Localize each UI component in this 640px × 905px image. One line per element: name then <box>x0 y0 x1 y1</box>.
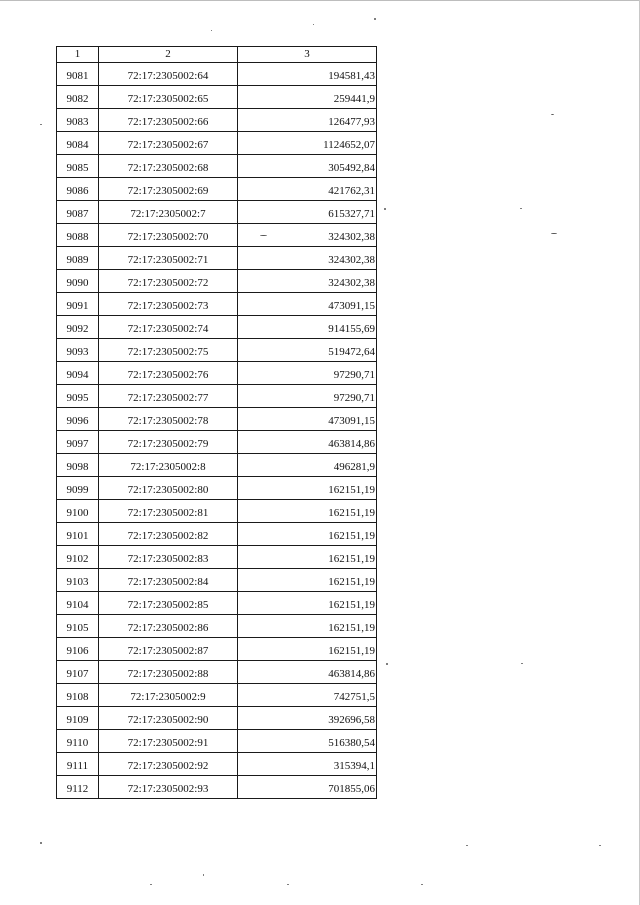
cadastral-number-cell: 72:17:2305002:70 <box>99 224 238 247</box>
scan-speck <box>386 663 388 665</box>
row-number-cell: 9103 <box>57 569 99 592</box>
cadastral-value-cell: 162151,19 <box>238 546 377 569</box>
cadastral-number-cell: 72:17:2305002:77 <box>99 385 238 408</box>
table-header-row <box>57 47 377 63</box>
row-number-cell: 9088 <box>57 224 99 247</box>
cadastral-number-cell: 72:17:2305002:76 <box>99 362 238 385</box>
cadastral-value-cell: 473091,15 <box>238 293 377 316</box>
cadastral-number-cell: 72:17:2305002:65 <box>99 86 238 109</box>
table-row <box>57 316 377 339</box>
table-row <box>57 293 377 316</box>
table-row <box>57 684 377 707</box>
cadastral-number-cell: 72:17:2305002:83 <box>99 546 238 569</box>
scan-speck <box>421 884 423 885</box>
table-row <box>57 109 377 132</box>
cadastral-value-cell: 162151,19 <box>238 477 377 500</box>
cadastral-value-cell: 162151,19 <box>238 638 377 661</box>
cadastral-value-cell: 162151,19 <box>238 569 377 592</box>
table-row <box>57 247 377 270</box>
cadastral-number-cell: 72:17:2305002:66 <box>99 109 238 132</box>
row-number-cell: 9084 <box>57 132 99 155</box>
cadastral-value-cell: 473091,15 <box>238 408 377 431</box>
table-row <box>57 615 377 638</box>
cadastral-value-table <box>56 46 377 799</box>
table-row <box>57 178 377 201</box>
table-row <box>57 730 377 753</box>
cadastral-number-cell: 72:17:2305002:68 <box>99 155 238 178</box>
row-number-cell: 9100 <box>57 500 99 523</box>
cadastral-number-cell: 72:17:2305002:84 <box>99 569 238 592</box>
table-row <box>57 569 377 592</box>
scan-speck <box>521 663 523 664</box>
scan-edge-top <box>0 0 640 1</box>
row-number-cell: 9083 <box>57 109 99 132</box>
column-header-value: 3 <box>238 47 377 63</box>
table-row <box>57 339 377 362</box>
row-number-cell: 9110 <box>57 730 99 753</box>
row-number-cell: 9105 <box>57 615 99 638</box>
cadastral-number-cell: 72:17:2305002:8 <box>99 454 238 477</box>
scan-speck <box>384 208 386 210</box>
row-number-cell: 9087 <box>57 201 99 224</box>
table-row <box>57 707 377 730</box>
scan-speck <box>551 233 557 234</box>
scan-speck <box>520 208 522 209</box>
table-row <box>57 408 377 431</box>
cadastral-value-cell: 305492,84 <box>238 155 377 178</box>
cadastral-value-cell: 742751,5 <box>238 684 377 707</box>
row-number-cell: 9107 <box>57 661 99 684</box>
row-number-cell: 9099 <box>57 477 99 500</box>
cadastral-number-cell: 72:17:2305002:90 <box>99 707 238 730</box>
cadastral-number-cell: 72:17:2305002:9 <box>99 684 238 707</box>
scan-speck <box>313 24 314 25</box>
row-number-cell: 9104 <box>57 592 99 615</box>
cadastral-value-cell: 162151,19 <box>238 592 377 615</box>
cadastral-value-cell: 615327,71 <box>238 201 377 224</box>
row-number-cell: 9085 <box>57 155 99 178</box>
table-row <box>57 776 377 799</box>
scan-speck <box>551 114 554 115</box>
scan-speck <box>466 845 468 846</box>
table-row <box>57 523 377 546</box>
row-number-cell: 9093 <box>57 339 99 362</box>
table-row <box>57 362 377 385</box>
table-row <box>57 454 377 477</box>
table-row <box>57 86 377 109</box>
table-row <box>57 753 377 776</box>
row-number-cell: 9096 <box>57 408 99 431</box>
row-number-cell: 9097 <box>57 431 99 454</box>
table-row <box>57 638 377 661</box>
table-row <box>57 201 377 224</box>
cadastral-number-cell: 72:17:2305002:91 <box>99 730 238 753</box>
cadastral-value-cell: 324302,38 <box>238 270 377 293</box>
scan-speck <box>287 884 289 885</box>
cadastral-number-cell: 72:17:2305002:93 <box>99 776 238 799</box>
row-number-cell: 9081 <box>57 63 99 86</box>
table-row <box>57 270 377 293</box>
cadastral-value-cell: 162151,19 <box>238 615 377 638</box>
cadastral-value-cell: 97290,71 <box>238 362 377 385</box>
row-number-cell: 9098 <box>57 454 99 477</box>
table-row <box>57 500 377 523</box>
row-number-cell: 9102 <box>57 546 99 569</box>
row-number-cell: 9090 <box>57 270 99 293</box>
scan-speck <box>40 842 42 844</box>
column-header-number: 1 <box>57 47 99 63</box>
table-row <box>57 224 377 247</box>
table-row <box>57 431 377 454</box>
scan-speck <box>211 30 212 31</box>
cadastral-number-cell: 72:17:2305002:7 <box>99 201 238 224</box>
scan-speck <box>374 18 376 20</box>
cadastral-value-cell: 324302,38 <box>238 247 377 270</box>
table-row <box>57 661 377 684</box>
row-number-cell: 9106 <box>57 638 99 661</box>
table-row <box>57 477 377 500</box>
table-row <box>57 132 377 155</box>
cadastral-number-cell: 72:17:2305002:71 <box>99 247 238 270</box>
cadastral-number-cell: 72:17:2305002:92 <box>99 753 238 776</box>
cadastral-value-cell: 496281,9 <box>238 454 377 477</box>
table-row <box>57 385 377 408</box>
cadastral-number-cell: 72:17:2305002:78 <box>99 408 238 431</box>
table-row <box>57 546 377 569</box>
table-row <box>57 592 377 615</box>
table-row <box>57 63 377 86</box>
row-number-cell: 9089 <box>57 247 99 270</box>
cadastral-value-cell: 463814,86 <box>238 431 377 454</box>
scan-speck <box>599 845 601 846</box>
cadastral-value-cell: 259441,9 <box>238 86 377 109</box>
cadastral-value-cell: 392696,58 <box>238 707 377 730</box>
cadastral-value-cell: 97290,71 <box>238 385 377 408</box>
row-number-cell: 9091 <box>57 293 99 316</box>
row-number-cell: 9095 <box>57 385 99 408</box>
row-number-cell: 9101 <box>57 523 99 546</box>
cadastral-value-cell: 162151,19 <box>238 523 377 546</box>
scan-speck <box>260 235 267 236</box>
column-header-cadastral-number: 2 <box>99 47 238 63</box>
row-number-cell: 9112 <box>57 776 99 799</box>
cadastral-number-cell: 72:17:2305002:67 <box>99 132 238 155</box>
scan-speck <box>40 124 42 125</box>
table-body <box>57 63 377 799</box>
cadastral-number-cell: 72:17:2305002:86 <box>99 615 238 638</box>
cadastral-number-cell: 72:17:2305002:64 <box>99 63 238 86</box>
cadastral-value-cell: 324302,38 <box>238 224 377 247</box>
row-number-cell: 9094 <box>57 362 99 385</box>
cadastral-number-cell: 72:17:2305002:73 <box>99 293 238 316</box>
cadastral-value-cell: 701855,06 <box>238 776 377 799</box>
cadastral-number-cell: 72:17:2305002:81 <box>99 500 238 523</box>
cadastral-value-cell: 162151,19 <box>238 500 377 523</box>
cadastral-number-cell: 72:17:2305002:72 <box>99 270 238 293</box>
cadastral-number-cell: 72:17:2305002:79 <box>99 431 238 454</box>
row-number-cell: 9092 <box>57 316 99 339</box>
row-number-cell: 9108 <box>57 684 99 707</box>
cadastral-number-cell: 72:17:2305002:80 <box>99 477 238 500</box>
cadastral-number-cell: 72:17:2305002:87 <box>99 638 238 661</box>
cadastral-value-cell: 516380,54 <box>238 730 377 753</box>
scan-speck <box>203 874 204 876</box>
row-number-cell: 9111 <box>57 753 99 776</box>
cadastral-number-cell: 72:17:2305002:74 <box>99 316 238 339</box>
cadastral-value-cell: 194581,43 <box>238 63 377 86</box>
cadastral-value-cell: 315394,1 <box>238 753 377 776</box>
cadastral-number-cell: 72:17:2305002:85 <box>99 592 238 615</box>
cadastral-number-cell: 72:17:2305002:88 <box>99 661 238 684</box>
scan-speck <box>150 884 152 885</box>
cadastral-value-cell: 126477,93 <box>238 109 377 132</box>
cadastral-number-cell: 72:17:2305002:69 <box>99 178 238 201</box>
cadastral-number-cell: 72:17:2305002:75 <box>99 339 238 362</box>
row-number-cell: 9082 <box>57 86 99 109</box>
cadastral-value-cell: 1124652,07 <box>238 132 377 155</box>
cadastral-value-cell: 914155,69 <box>238 316 377 339</box>
cadastral-value-cell: 421762,31 <box>238 178 377 201</box>
cadastral-number-cell: 72:17:2305002:82 <box>99 523 238 546</box>
table-row <box>57 155 377 178</box>
row-number-cell: 9109 <box>57 707 99 730</box>
cadastral-value-cell: 519472,64 <box>238 339 377 362</box>
cadastral-value-cell: 463814,86 <box>238 661 377 684</box>
row-number-cell: 9086 <box>57 178 99 201</box>
